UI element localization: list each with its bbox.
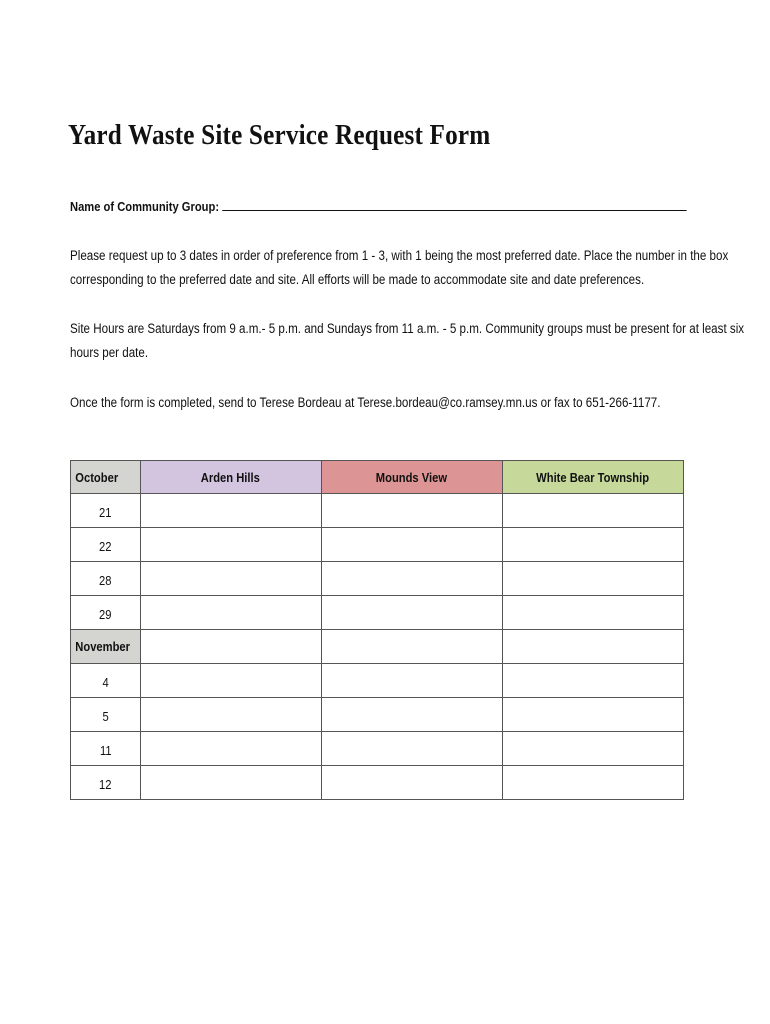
date-cell: 5 bbox=[71, 698, 141, 732]
community-group-label: Name of Community Group: bbox=[70, 199, 220, 214]
preference-box[interactable] bbox=[321, 732, 502, 766]
table-row bbox=[71, 698, 684, 732]
preference-box[interactable] bbox=[140, 664, 321, 698]
month-header-october: October bbox=[71, 461, 141, 494]
preference-box[interactable] bbox=[321, 528, 502, 562]
preference-box[interactable] bbox=[140, 596, 321, 630]
table-row bbox=[71, 528, 684, 562]
preference-box[interactable] bbox=[140, 494, 321, 528]
preference-box[interactable] bbox=[140, 766, 321, 800]
month-header-november: November bbox=[71, 630, 141, 664]
submission-line-1: Once the form is completed, send to Terese Bordeau at Terese.bordeau@co.ramsey.mn.us or fax to 651-266-1177. bbox=[70, 395, 661, 410]
table-header-row bbox=[71, 461, 684, 494]
date-cell: 21 bbox=[71, 494, 141, 528]
date-cell: 29 bbox=[71, 596, 141, 630]
preference-box[interactable] bbox=[502, 494, 683, 528]
date-cell: 12 bbox=[71, 766, 141, 800]
preference-box[interactable] bbox=[502, 766, 683, 800]
table-row bbox=[71, 596, 684, 630]
preference-box[interactable] bbox=[140, 732, 321, 766]
date-cell: 4 bbox=[71, 664, 141, 698]
community-group-input-line[interactable] bbox=[223, 198, 687, 211]
preference-box[interactable] bbox=[140, 562, 321, 596]
month-row-november bbox=[71, 630, 684, 664]
preference-box[interactable] bbox=[502, 664, 683, 698]
date-cell: 11 bbox=[71, 732, 141, 766]
preference-box[interactable] bbox=[502, 562, 683, 596]
site-hours-line-2: hours per date. bbox=[70, 345, 149, 360]
table-row bbox=[71, 732, 684, 766]
preference-box[interactable] bbox=[321, 766, 502, 800]
table-row bbox=[71, 494, 684, 528]
preference-box[interactable] bbox=[502, 630, 683, 664]
preference-box[interactable] bbox=[140, 630, 321, 664]
preference-box[interactable] bbox=[502, 698, 683, 732]
community-group-name-field[interactable] bbox=[70, 198, 687, 214]
site-hours-line-1: Site Hours are Saturdays from 9 a.m.- 5 p.m. and Sundays from 11 a.m. - 5 p.m. Community groups must be present for at least six bbox=[70, 321, 745, 336]
preference-box[interactable] bbox=[321, 494, 502, 528]
site-hours-paragraph bbox=[70, 317, 745, 365]
preference-box[interactable] bbox=[502, 596, 683, 630]
submission-paragraph bbox=[70, 391, 672, 415]
site-header-mounds-view: Mounds View bbox=[321, 461, 502, 494]
preference-box[interactable] bbox=[140, 528, 321, 562]
site-header-white-bear-township: White Bear Township bbox=[502, 461, 683, 494]
table-row bbox=[71, 562, 684, 596]
preference-box[interactable] bbox=[321, 664, 502, 698]
preference-box[interactable] bbox=[321, 698, 502, 732]
instructions-line-2: corresponding to the preferred date and site. All efforts will be made to accommodate site and date preferences. bbox=[70, 272, 645, 287]
form-title: Yard Waste Site Service Request Form bbox=[68, 120, 491, 151]
instructions-paragraph bbox=[70, 244, 729, 292]
table-row bbox=[71, 664, 684, 698]
preference-box[interactable] bbox=[502, 528, 683, 562]
date-site-preference-table bbox=[70, 460, 684, 800]
preference-box[interactable] bbox=[321, 596, 502, 630]
preference-box[interactable] bbox=[502, 732, 683, 766]
date-cell: 22 bbox=[71, 528, 141, 562]
site-header-arden-hills: Arden Hills bbox=[140, 461, 321, 494]
preference-box[interactable] bbox=[321, 562, 502, 596]
date-cell: 28 bbox=[71, 562, 141, 596]
preference-box[interactable] bbox=[321, 630, 502, 664]
preference-box[interactable] bbox=[140, 698, 321, 732]
table-row bbox=[71, 766, 684, 800]
instructions-line-1: Please request up to 3 dates in order of preference from 1 - 3, with 1 being the most preferred date. Place the number in the box bbox=[70, 248, 729, 263]
